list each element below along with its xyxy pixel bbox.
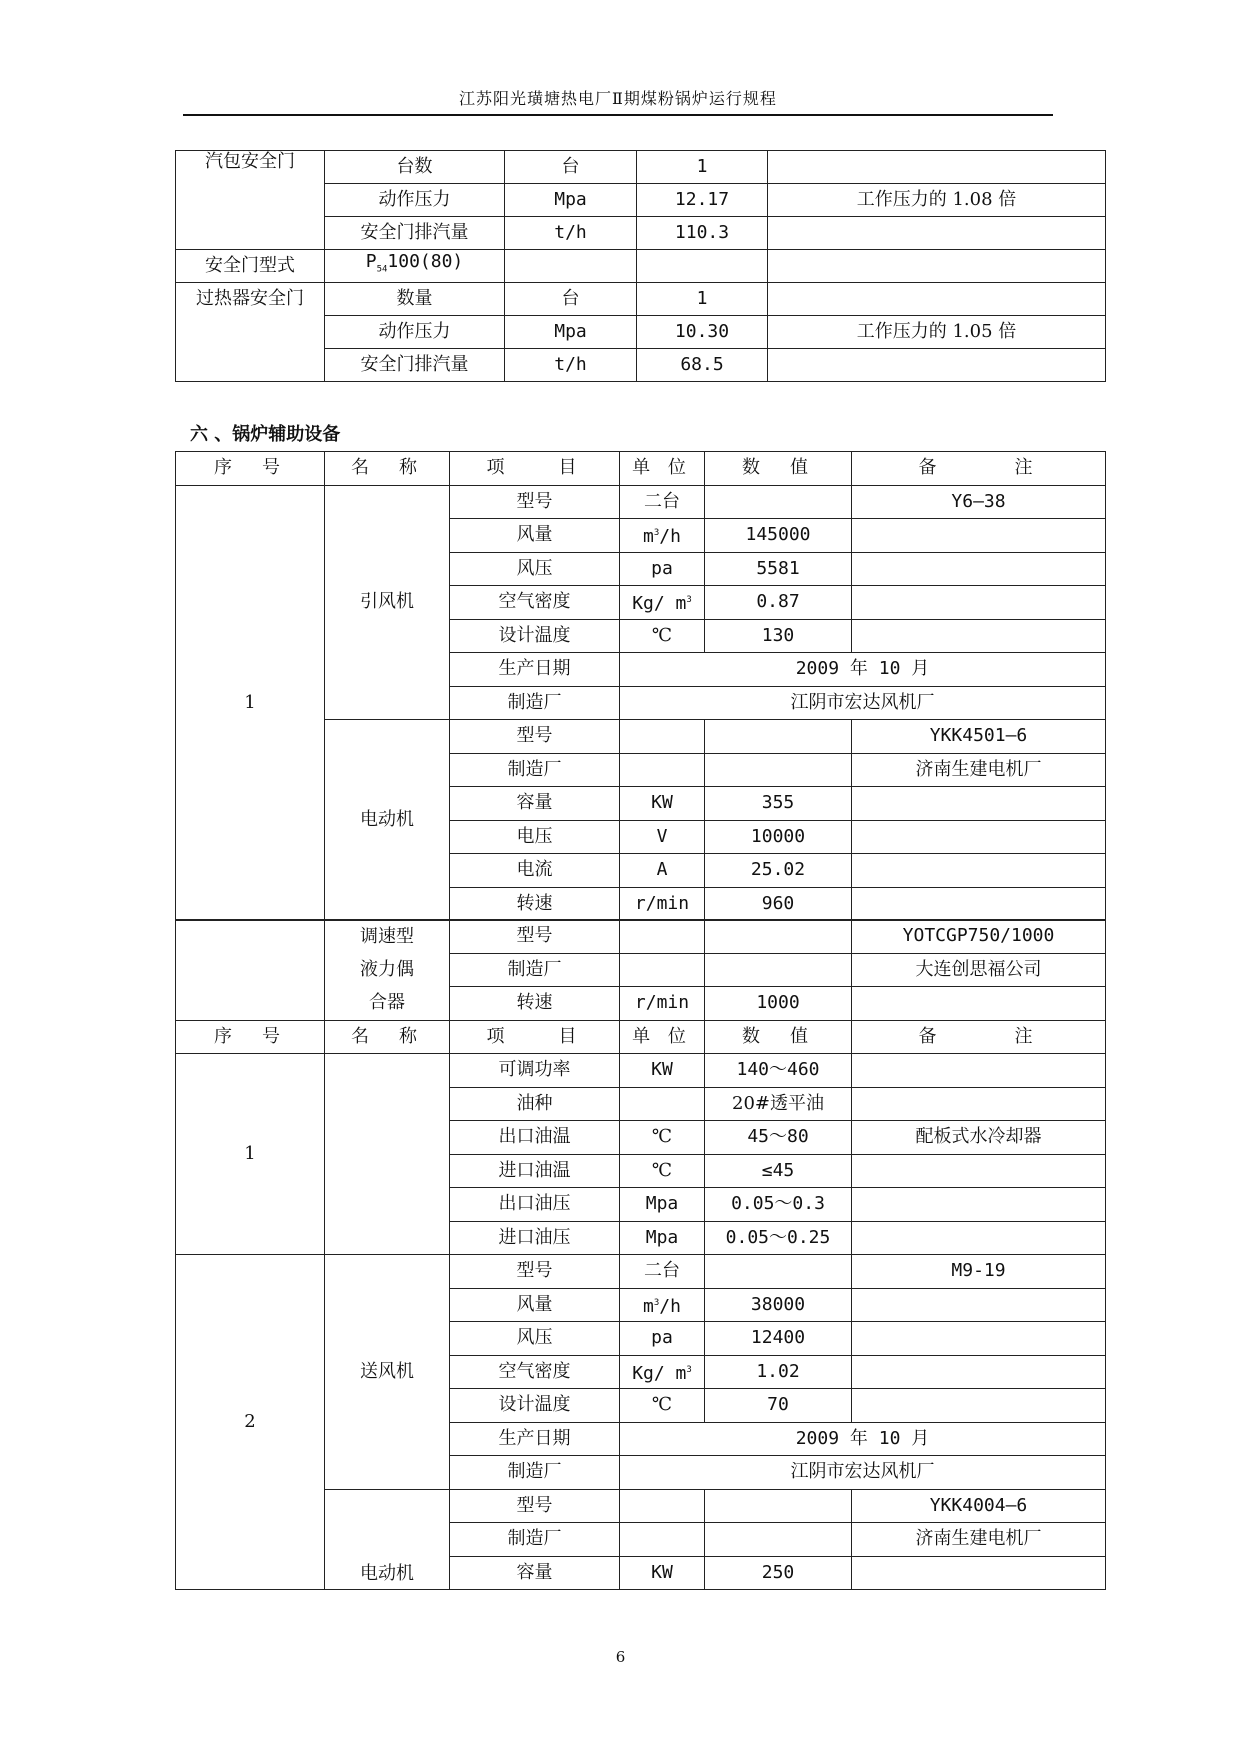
valve-type-sub: 54 bbox=[376, 264, 388, 275]
value-cell bbox=[705, 485, 852, 519]
value-cell bbox=[705, 1489, 852, 1523]
value-cell: 250 bbox=[705, 1556, 852, 1590]
value-cell: 145000 bbox=[705, 519, 852, 553]
item-cell: 生产日期 bbox=[450, 1422, 620, 1456]
unit-sup: 3 bbox=[653, 528, 660, 539]
unit-cell: pa bbox=[620, 552, 705, 586]
item-cell: 型号 bbox=[450, 1255, 620, 1289]
unit-main: m bbox=[643, 1295, 654, 1317]
note-cell bbox=[768, 151, 1106, 184]
note-cell bbox=[852, 1188, 1106, 1222]
superheater-safety-valve-label: 过热器安全门 bbox=[176, 283, 325, 382]
unit-cell: ℃ bbox=[620, 619, 705, 653]
header-name: 名 称 bbox=[325, 1020, 450, 1054]
item-cell: 进口油压 bbox=[450, 1221, 620, 1255]
unit-cell bbox=[620, 519, 705, 553]
equipment-name: 电动机 bbox=[325, 720, 450, 921]
note-cell bbox=[852, 1556, 1106, 1590]
note-cell bbox=[852, 519, 1106, 553]
valve-type-value bbox=[325, 250, 505, 283]
value-cell: 355 bbox=[705, 787, 852, 821]
value-cell bbox=[705, 1255, 852, 1289]
unit-cell: Mpa bbox=[620, 1221, 705, 1255]
unit-main: Kg/ m bbox=[632, 593, 687, 615]
value-cell: 1 bbox=[637, 283, 768, 316]
value-cell: 25.02 bbox=[705, 854, 852, 888]
value-cell: 0.05～0.25 bbox=[705, 1221, 852, 1255]
unit-cell bbox=[620, 586, 705, 620]
value-cell bbox=[705, 753, 852, 787]
unit-cell: KW bbox=[620, 1556, 705, 1590]
running-header: 江苏阳光璜塘热电厂Ⅱ期煤粉锅炉运行规程 bbox=[459, 89, 777, 108]
item-cell: 空气密度 bbox=[450, 586, 620, 620]
value-cell: 10.30 bbox=[637, 316, 768, 349]
table-row bbox=[176, 1054, 1106, 1088]
value-cell: 130 bbox=[705, 619, 852, 653]
coupling-name-line: 液力偶 bbox=[360, 959, 414, 981]
unit-sup: 3 bbox=[653, 1297, 660, 1308]
empty-cell bbox=[637, 250, 768, 283]
item-cell: 制造厂 bbox=[450, 753, 620, 787]
header-row bbox=[176, 1020, 1106, 1054]
unit-cell bbox=[620, 1489, 705, 1523]
note-cell bbox=[852, 1221, 1106, 1255]
item-cell: 生产日期 bbox=[450, 653, 620, 687]
item-cell: 出口油压 bbox=[450, 1188, 620, 1222]
unit-cell bbox=[620, 1523, 705, 1557]
note-cell bbox=[852, 854, 1106, 888]
item-cell: 制造厂 bbox=[450, 1456, 620, 1490]
empty-cell bbox=[505, 250, 637, 283]
note-cell bbox=[852, 1355, 1106, 1389]
note-cell bbox=[852, 987, 1106, 1021]
item-cell: 动作压力 bbox=[325, 184, 505, 217]
unit-cell: r/min bbox=[620, 887, 705, 921]
item-cell: 安全门排汽量 bbox=[325, 217, 505, 250]
item-cell: 型号 bbox=[450, 720, 620, 754]
value-cell: 0.05～0.3 bbox=[705, 1188, 852, 1222]
seq-cell: 2 bbox=[176, 1255, 325, 1590]
item-cell: 安全门排汽量 bbox=[325, 349, 505, 382]
auxiliary-equipment-table-cont bbox=[175, 919, 1106, 1590]
item-cell: 容量 bbox=[450, 1556, 620, 1590]
note-cell: 工作压力的 1.05 倍 bbox=[768, 316, 1106, 349]
note-cell bbox=[852, 787, 1106, 821]
note-cell: YOTCGP750/1000 bbox=[852, 920, 1106, 954]
note-cell bbox=[852, 586, 1106, 620]
item-cell: 动作压力 bbox=[325, 316, 505, 349]
merged-value-cell: 江阴市宏达风机厂 bbox=[620, 686, 1106, 720]
item-cell: 进口油温 bbox=[450, 1154, 620, 1188]
header-row bbox=[176, 452, 1106, 486]
note-cell: 大连创思福公司 bbox=[852, 953, 1106, 987]
equipment-name bbox=[325, 920, 450, 1021]
note-cell: 济南生建电机厂 bbox=[852, 1523, 1106, 1557]
unit-cell bbox=[620, 1288, 705, 1322]
coupling-name-line: 合器 bbox=[369, 992, 405, 1014]
item-cell: 电压 bbox=[450, 820, 620, 854]
item-cell: 台数 bbox=[325, 151, 505, 184]
safety-valve-table bbox=[175, 150, 1106, 382]
header-note: 备 注 bbox=[852, 452, 1106, 486]
seq-cell: 1 bbox=[176, 485, 325, 921]
unit-cell: 台 bbox=[505, 151, 637, 184]
section-title: 六 、锅炉辅助设备 bbox=[190, 424, 341, 445]
equipment-name bbox=[325, 1489, 450, 1590]
item-cell: 出口油温 bbox=[450, 1121, 620, 1155]
note-cell: 配板式水冷却器 bbox=[852, 1121, 1106, 1155]
value-cell: 38000 bbox=[705, 1288, 852, 1322]
unit-cell: pa bbox=[620, 1322, 705, 1356]
note-cell bbox=[852, 1087, 1106, 1121]
unit-cell: ℃ bbox=[620, 1154, 705, 1188]
item-cell: 设计温度 bbox=[450, 619, 620, 653]
header-value: 数 值 bbox=[705, 452, 852, 486]
note-cell bbox=[852, 820, 1106, 854]
unit-sup: 3 bbox=[686, 1364, 692, 1375]
equipment-name: 引风机 bbox=[325, 485, 450, 720]
auxiliary-equipment-table bbox=[175, 451, 1106, 921]
value-cell bbox=[705, 953, 852, 987]
item-cell: 设计温度 bbox=[450, 1389, 620, 1423]
unit-cell: r/min bbox=[620, 987, 705, 1021]
equipment-name bbox=[325, 1054, 450, 1255]
value-cell: 1000 bbox=[705, 987, 852, 1021]
note-cell: YKK4501—6 bbox=[852, 720, 1106, 754]
note-cell: YKK4004—6 bbox=[852, 1489, 1106, 1523]
unit-cell: t/h bbox=[505, 349, 637, 382]
note-cell: M9-19 bbox=[852, 1255, 1106, 1289]
unit-cell: KW bbox=[620, 1054, 705, 1088]
page-number: 6 bbox=[615, 1648, 626, 1666]
item-cell: 可调功率 bbox=[450, 1054, 620, 1088]
header-name: 名 称 bbox=[325, 452, 450, 486]
note-cell bbox=[852, 1389, 1106, 1423]
value-cell bbox=[705, 1523, 852, 1557]
unit-cell: 台 bbox=[505, 283, 637, 316]
note-cell bbox=[852, 619, 1106, 653]
valve-type-main: P bbox=[365, 251, 377, 273]
unit-rest: /h bbox=[659, 1295, 681, 1317]
valve-type-label: 安全门型式 bbox=[176, 250, 325, 283]
note-cell bbox=[768, 349, 1106, 382]
unit-cell bbox=[620, 920, 705, 954]
value-cell: 110.3 bbox=[637, 217, 768, 250]
unit-main: m bbox=[643, 526, 654, 548]
value-cell bbox=[705, 920, 852, 954]
value-cell: 12400 bbox=[705, 1322, 852, 1356]
value-cell: 1.02 bbox=[705, 1355, 852, 1389]
value-cell: 20#透平油 bbox=[705, 1087, 852, 1121]
seq-cell: 1 bbox=[176, 1054, 325, 1255]
header-seq: 序 号 bbox=[176, 1020, 325, 1054]
equipment-name-text: 电动机 bbox=[360, 1563, 414, 1584]
value-cell: 70 bbox=[705, 1389, 852, 1423]
note-cell bbox=[768, 283, 1106, 316]
item-cell: 制造厂 bbox=[450, 953, 620, 987]
item-cell: 风压 bbox=[450, 1322, 620, 1356]
unit-cell: V bbox=[620, 820, 705, 854]
note-cell bbox=[852, 1054, 1106, 1088]
unit-cell bbox=[620, 753, 705, 787]
item-cell: 风量 bbox=[450, 519, 620, 553]
unit-sup: 3 bbox=[686, 595, 692, 606]
header-unit: 单 位 bbox=[620, 1020, 705, 1054]
table-row bbox=[176, 283, 1106, 316]
header-item: 项 目 bbox=[450, 452, 620, 486]
table-row bbox=[176, 485, 1106, 519]
item-cell: 转速 bbox=[450, 987, 620, 1021]
note-cell bbox=[852, 1154, 1106, 1188]
unit-cell: 二台 bbox=[620, 1255, 705, 1289]
merged-value-cell: 2009 年 10 月 bbox=[620, 1422, 1106, 1456]
item-cell: 型号 bbox=[450, 485, 620, 519]
header-value: 数 值 bbox=[705, 1020, 852, 1054]
unit-cell bbox=[620, 720, 705, 754]
value-cell: 1 bbox=[637, 151, 768, 184]
merged-value-cell: 江阴市宏达风机厂 bbox=[620, 1456, 1106, 1490]
unit-cell: ℃ bbox=[620, 1389, 705, 1423]
value-cell: 0.87 bbox=[705, 586, 852, 620]
item-cell: 制造厂 bbox=[450, 686, 620, 720]
header-unit: 单 位 bbox=[620, 452, 705, 486]
unit-cell bbox=[620, 953, 705, 987]
value-cell: 5581 bbox=[705, 552, 852, 586]
unit-cell: Mpa bbox=[505, 316, 637, 349]
seq-cell bbox=[176, 920, 325, 1021]
note-cell: Y6—38 bbox=[852, 485, 1106, 519]
unit-cell: Mpa bbox=[505, 184, 637, 217]
equipment-name: 送风机 bbox=[325, 1255, 450, 1490]
unit-cell: A bbox=[620, 854, 705, 888]
unit-cell: 二台 bbox=[620, 485, 705, 519]
header-note: 备 注 bbox=[852, 1020, 1106, 1054]
value-cell: 140～460 bbox=[705, 1054, 852, 1088]
value-cell: 12.17 bbox=[637, 184, 768, 217]
table-row bbox=[176, 250, 1106, 283]
note-cell bbox=[852, 1322, 1106, 1356]
unit-main: Kg/ m bbox=[632, 1362, 687, 1384]
unit-cell: ℃ bbox=[620, 1121, 705, 1155]
note-cell bbox=[768, 217, 1106, 250]
item-cell: 空气密度 bbox=[450, 1355, 620, 1389]
drum-safety-valve-label: 汽包安全门 bbox=[176, 151, 325, 250]
note-cell bbox=[852, 1288, 1106, 1322]
item-cell: 电流 bbox=[450, 854, 620, 888]
unit-rest: /h bbox=[659, 526, 681, 548]
unit-cell bbox=[620, 1355, 705, 1389]
valve-type-rest: 100(80) bbox=[387, 251, 464, 273]
header-item: 项 目 bbox=[450, 1020, 620, 1054]
item-cell: 转速 bbox=[450, 887, 620, 921]
table-row bbox=[176, 151, 1106, 184]
item-cell: 制造厂 bbox=[450, 1523, 620, 1557]
item-cell: 油种 bbox=[450, 1087, 620, 1121]
value-cell: 10000 bbox=[705, 820, 852, 854]
table-row bbox=[176, 920, 1106, 954]
header-seq: 序 号 bbox=[176, 452, 325, 486]
value-cell bbox=[705, 720, 852, 754]
table-row bbox=[176, 1255, 1106, 1289]
empty-cell bbox=[768, 250, 1106, 283]
merged-value-cell: 2009 年 10 月 bbox=[620, 653, 1106, 687]
unit-cell bbox=[620, 1087, 705, 1121]
item-cell: 风量 bbox=[450, 1288, 620, 1322]
value-cell: 45～80 bbox=[705, 1121, 852, 1155]
value-cell: 68.5 bbox=[637, 349, 768, 382]
note-cell bbox=[852, 887, 1106, 921]
unit-cell: Mpa bbox=[620, 1188, 705, 1222]
unit-cell: KW bbox=[620, 787, 705, 821]
item-cell: 容量 bbox=[450, 787, 620, 821]
coupling-name-line: 调速型 bbox=[360, 926, 414, 948]
header-rule bbox=[183, 114, 1053, 116]
item-cell: 风压 bbox=[450, 552, 620, 586]
note-cell: 工作压力的 1.08 倍 bbox=[768, 184, 1106, 217]
note-cell: 济南生建电机厂 bbox=[852, 753, 1106, 787]
item-cell: 型号 bbox=[450, 1489, 620, 1523]
value-cell: 960 bbox=[705, 887, 852, 921]
item-cell: 数量 bbox=[325, 283, 505, 316]
unit-cell: t/h bbox=[505, 217, 637, 250]
value-cell: ≤45 bbox=[705, 1154, 852, 1188]
note-cell bbox=[852, 552, 1106, 586]
item-cell: 型号 bbox=[450, 920, 620, 954]
